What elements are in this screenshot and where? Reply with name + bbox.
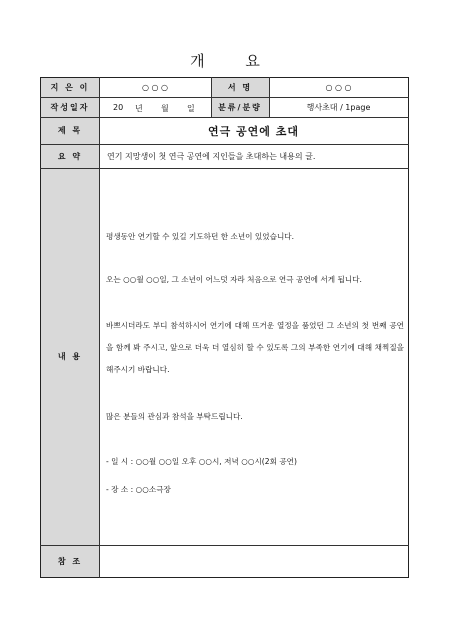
venue-line: - 장 소 : ○○소극장 xyxy=(106,485,171,494)
subject-value: 연극 공연에 초대 xyxy=(207,124,300,138)
date-value xyxy=(99,97,211,117)
content-paragraph: 오는 ○○월 ○○일, 그 소년이 어느덧 자라 처음으로 연극 공연에 서게 됩니다. xyxy=(106,275,362,284)
reference-label: 참 조 xyxy=(41,545,99,577)
row-divider xyxy=(40,97,409,98)
summary-label: 요 약 xyxy=(41,144,99,168)
content-label: 내 용 xyxy=(41,168,99,545)
summary-value: 연기 지망생이 첫 연극 공연에 지인들을 초대하는 내용의 글. xyxy=(107,151,316,161)
subject-label: 제 목 xyxy=(41,117,99,144)
row-divider xyxy=(40,144,409,145)
date-month-unit: 월 xyxy=(161,104,169,113)
document-title: 개 요 xyxy=(190,52,278,70)
content-paragraph: 많은 분들의 관심과 참석을 부탁드립니다. xyxy=(106,412,243,421)
column-divider xyxy=(211,77,212,117)
column-divider xyxy=(99,77,100,578)
signature-value: ○ ○ ○ xyxy=(325,83,352,92)
row-divider xyxy=(40,545,409,546)
category-value: 행사초대 / 1page xyxy=(306,102,371,112)
author-value: ○ ○ ○ xyxy=(141,83,169,92)
date-label: 작성일자 xyxy=(41,97,99,117)
column-divider xyxy=(269,77,270,117)
date-year: 20 xyxy=(113,103,124,112)
row-divider xyxy=(40,117,409,118)
date-year-unit: 년 xyxy=(135,104,143,113)
category-label: 분류/분량 xyxy=(211,97,269,117)
schedule-line: - 일 시 : ○○월 ○○일 오후 ○○시, 저녁 ○○시(2회 공연) xyxy=(106,457,297,466)
author-label: 지 은 이 xyxy=(41,78,99,97)
content-body xyxy=(106,167,404,497)
content-paragraph: 평생동안 연기할 수 있길 기도하던 한 소년이 있었습니다. xyxy=(106,232,295,241)
row-divider xyxy=(40,168,409,169)
signature-label: 서 명 xyxy=(211,78,269,97)
reference-value xyxy=(99,545,408,577)
date-day-unit: 일 xyxy=(187,104,195,113)
content-paragraph: 바쁘시더라도 부디 참석하시어 연기에 대해 뜨거운 열정을 품었던 그 소년의 첫 번째 공연을 함께 봐 주시고, 앞으로 더욱 더 열심히 할 수 있도록 그의 부족한 연기에 대해 채찍질을 해주시기 바랍니다. xyxy=(106,321,404,374)
